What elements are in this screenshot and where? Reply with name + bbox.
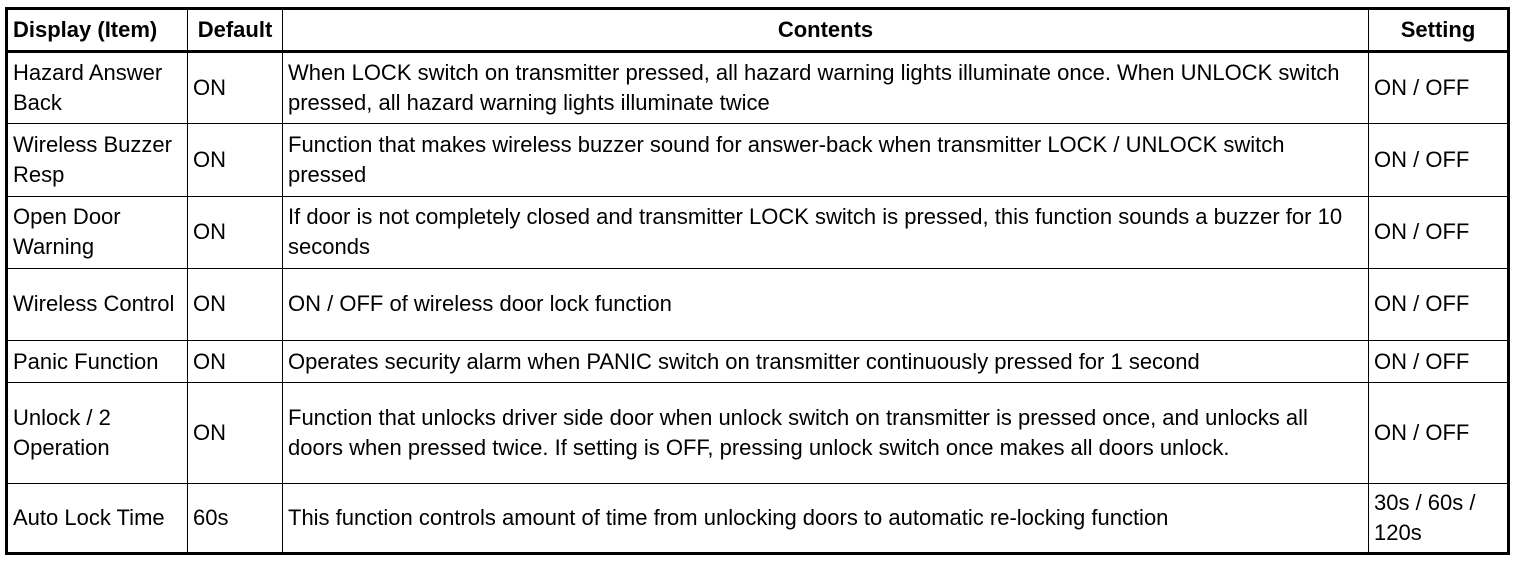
cell-setting: ON / OFF bbox=[1369, 196, 1509, 268]
header-contents: Contents bbox=[283, 9, 1369, 52]
cell-display: Open Door Warning bbox=[7, 196, 188, 268]
cell-display: Wireless Buzzer Resp bbox=[7, 124, 188, 196]
cell-default: ON bbox=[188, 268, 283, 340]
cell-contents: ON / OFF of wireless door lock function bbox=[283, 268, 1369, 340]
header-setting: Setting bbox=[1369, 9, 1509, 52]
table-row-wireless-control bbox=[7, 268, 1509, 340]
header-display-item: Display (Item) bbox=[7, 9, 188, 52]
cell-setting: ON / OFF bbox=[1369, 268, 1509, 340]
cell-contents: Function that makes wireless buzzer sound for answer-back when transmitter LOCK / UNLOCK switch pressed bbox=[283, 124, 1369, 196]
cell-setting: ON / OFF bbox=[1369, 383, 1509, 483]
cell-display: Hazard Answer Back bbox=[7, 52, 188, 124]
cell-display: Unlock / 2 Operation bbox=[7, 383, 188, 483]
table-row-hazard-answer-back bbox=[7, 52, 1509, 124]
cell-display: Panic Function bbox=[7, 341, 188, 383]
cell-default: ON bbox=[188, 341, 283, 383]
cell-setting: ON / OFF bbox=[1369, 52, 1509, 124]
cell-setting: ON / OFF bbox=[1369, 124, 1509, 196]
cell-default: ON bbox=[188, 383, 283, 483]
cell-display: Auto Lock Time bbox=[7, 483, 188, 553]
cell-contents: This function controls amount of time from unlocking doors to automatic re-locking function bbox=[283, 483, 1369, 553]
table-row-open-door-warning bbox=[7, 196, 1509, 268]
cell-default: ON bbox=[188, 124, 283, 196]
settings-table bbox=[5, 7, 1510, 555]
cell-setting: ON / OFF bbox=[1369, 341, 1509, 383]
cell-contents: When LOCK switch on transmitter pressed, all hazard warning lights illuminate once. When UNLOCK switch pressed, all hazard warning lights illuminate twice bbox=[283, 52, 1369, 124]
header-row bbox=[7, 9, 1509, 52]
cell-contents: Operates security alarm when PANIC switch on transmitter continuously pressed for 1 second bbox=[283, 341, 1369, 383]
cell-contents: If door is not completely closed and transmitter LOCK switch is pressed, this function sounds a buzzer for 10 seconds bbox=[283, 196, 1369, 268]
cell-contents: Function that unlocks driver side door when unlock switch on transmitter is pressed once, and unlocks all doors when pressed twice. If setting is OFF, pressing unlock switch once makes all doors unlock. bbox=[283, 383, 1369, 483]
table-row-panic-function bbox=[7, 341, 1509, 383]
cell-setting: 30s / 60s / 120s bbox=[1369, 483, 1509, 553]
cell-default: ON bbox=[188, 52, 283, 124]
cell-display: Wireless Control bbox=[7, 268, 188, 340]
table-row-wireless-buzzer-resp bbox=[7, 124, 1509, 196]
header-default: Default bbox=[188, 9, 283, 52]
cell-default: 60s bbox=[188, 483, 283, 553]
table-row-unlock-2-operation bbox=[7, 383, 1509, 483]
cell-default: ON bbox=[188, 196, 283, 268]
table-row-auto-lock-time bbox=[7, 483, 1509, 553]
